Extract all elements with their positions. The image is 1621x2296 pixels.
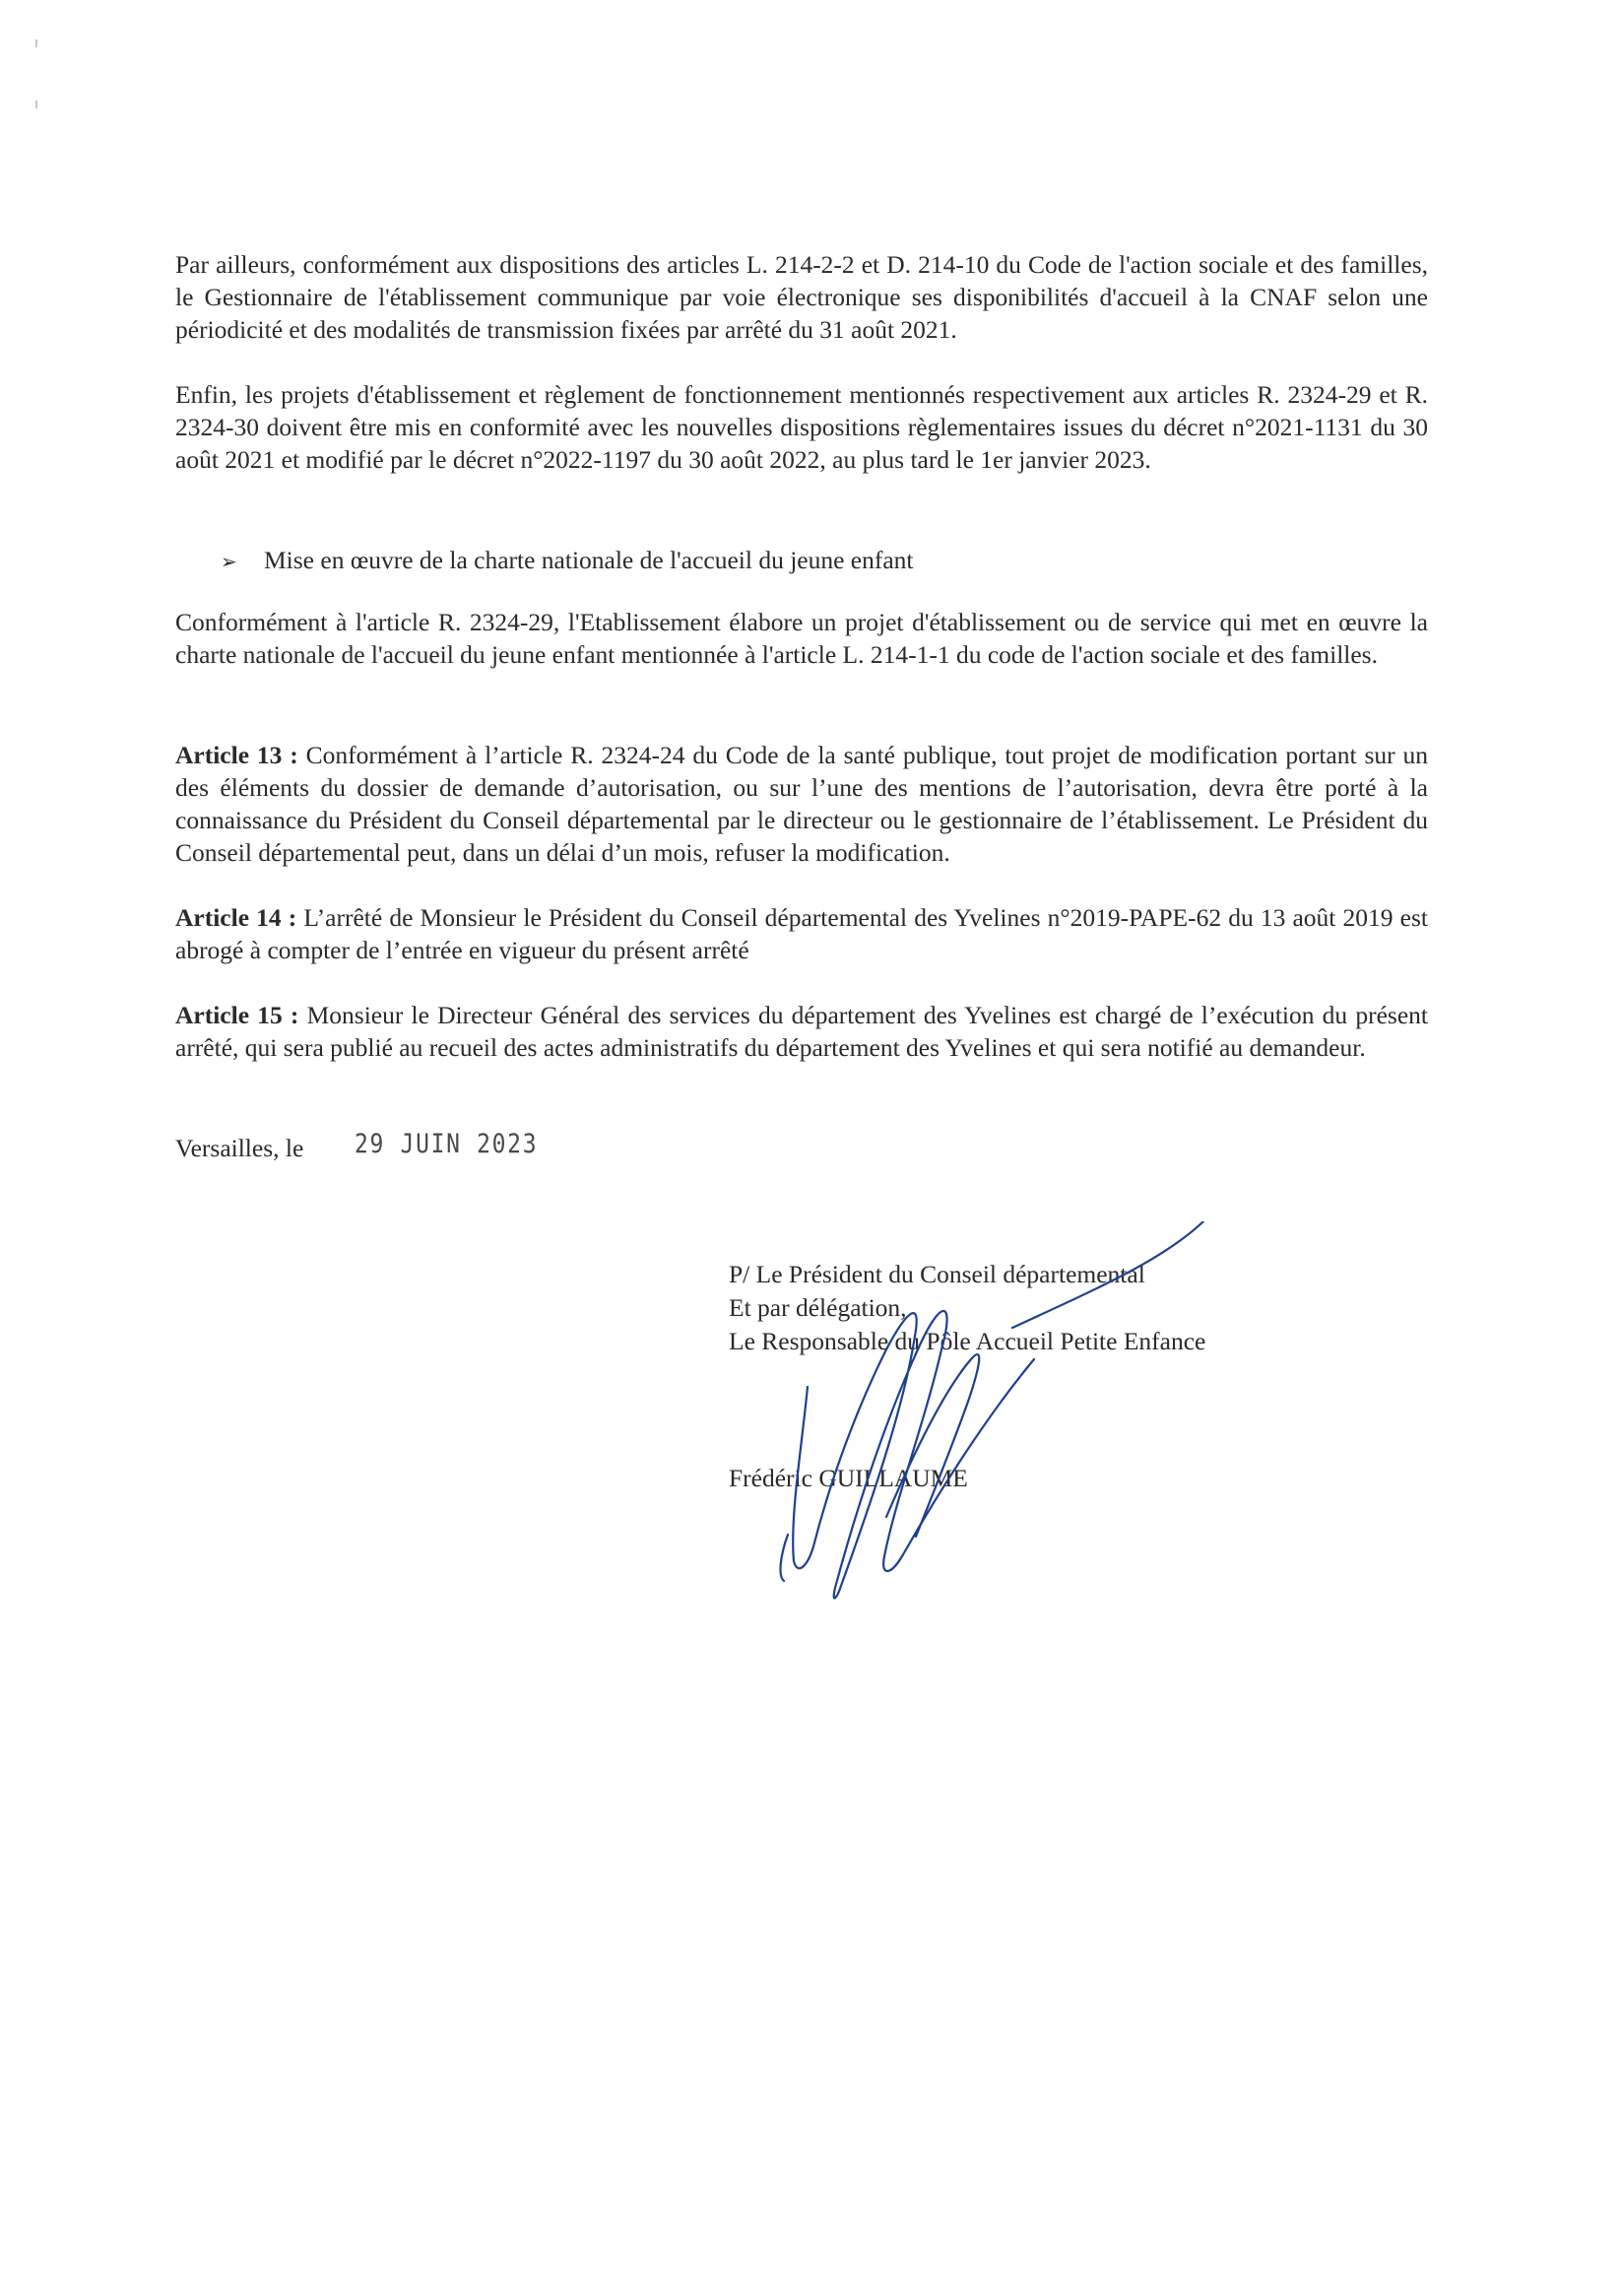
scan-artifact bbox=[35, 39, 37, 47]
arrow-bullet-icon: ➢ bbox=[221, 550, 237, 573]
article-14-text: L’arrêté de Monsieur le Président du Conseil départemental des Yvelines n°2019-PAPE-62 du 13 août 2019 est abrogé à compter de l’entrée en vigueur du présent arrêté bbox=[175, 903, 1428, 964]
article-15-label: Article 15 : bbox=[175, 1001, 299, 1029]
place-label: Versailles, le bbox=[175, 1134, 304, 1162]
article-13-label: Article 13 : bbox=[175, 741, 298, 769]
signer-name: Frédéric GUILLAUME bbox=[729, 1464, 968, 1492]
bullet-label: Mise en œuvre de la charte nationale de l'accueil du jeune enfant bbox=[264, 546, 914, 574]
article-13 bbox=[175, 739, 1428, 869]
scan-artifact bbox=[35, 100, 37, 108]
article-15 bbox=[175, 999, 1428, 1064]
date-stamp: 29 JUIN 2023 bbox=[355, 1129, 539, 1159]
paragraph-conformite: Enfin, les projets d'établissement et règlement de fonctionnement mentionnés respectivement aux articles R. 2324-29 et R. 2324-30 doivent être mis en conformité avec les nouvelles dispositions règlementaires issues du décret n°2021-1131 du 30 août 2021 et modifié par le décret n°2022-1197 du 30 août 2022, au plus tard le 1er janvier 2023. bbox=[175, 380, 1428, 474]
article-14-label: Article 14 : bbox=[175, 903, 297, 932]
signature-line-2: Et par délégation, bbox=[729, 1293, 907, 1322]
article-14 bbox=[175, 901, 1428, 966]
paragraph-charte: Conformément à l'article R. 2324-29, l'Etablissement élabore un projet d'établissement ou de service qui met en œuvre la charte nationale de l'accueil du jeune enfant mentionnée à l'article L. 214-1-1 du code de l'action sociale et des familles. bbox=[175, 608, 1428, 669]
signature-line-3: Le Responsable du Pôle Accueil Petite Enfance bbox=[729, 1327, 1206, 1355]
article-15-text: Monsieur le Directeur Général des services du département des Yvelines est chargé de l’exécution du présent arrêté, qui sera publié au recueil des actes administratifs du département des Yvelines et qui sera notifié au demandeur. bbox=[175, 1001, 1428, 1062]
paragraph-cnaf: Par ailleurs, conformément aux dispositions des articles L. 214-2-2 et D. 214-10 du Code de l'action sociale et des familles, le Gestionnaire de l'établissement communique par voie électronique ses disponibilités d'accueil à la CNAF selon une périodicité et des modalités de transmission fixées par arrêté du 31 août 2021. bbox=[175, 250, 1428, 344]
handwritten-signature-icon bbox=[768, 1221, 1231, 1635]
article-13-text: Conformément à l’article R. 2324-24 du Code de la santé publique, tout projet de modification portant sur un des éléments du dossier de demande d’autorisation, ou sur l’une des mentions de l’autorisation, devra être porté à la connaissance du Président du Conseil départemental par le directeur ou le gestionnaire de l’établissement. Le Président du Conseil départemental peut, dans un délai d’un mois, refuser la modification. bbox=[175, 741, 1428, 867]
bullet-charte bbox=[221, 544, 914, 578]
signature-line-1: P/ Le Président du Conseil départemental bbox=[729, 1260, 1145, 1288]
